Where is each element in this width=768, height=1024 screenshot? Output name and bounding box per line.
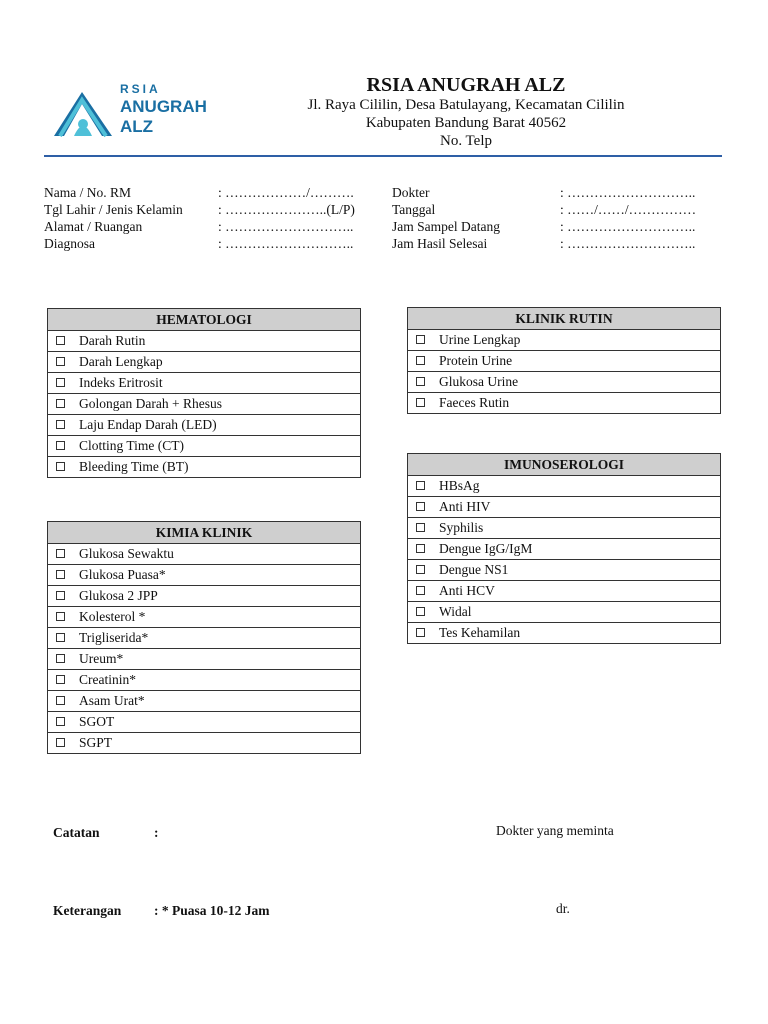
test-label: Ureum*: [79, 651, 124, 666]
checkbox-icon[interactable]: [56, 717, 65, 726]
field-label: Jam Sampel Datang: [392, 219, 500, 234]
keterangan-label: Keterangan: [53, 903, 122, 918]
dokter-yang-meminta-label: Dokter yang meminta: [496, 823, 614, 838]
field-value[interactable]: : ………………………..: [560, 219, 696, 234]
patient-info-right-labels: [392, 184, 500, 252]
table-row[interactable]: [408, 581, 721, 602]
logo-text-rsia: RSIA: [120, 82, 161, 96]
checkbox-icon[interactable]: [416, 523, 425, 532]
table-title: KLINIK RUTIN: [408, 308, 721, 330]
checkbox-icon[interactable]: [56, 696, 65, 705]
table-title: HEMATOLOGI: [48, 309, 361, 331]
field-label: Nama / No. RM: [44, 185, 131, 200]
checkbox-icon[interactable]: [56, 378, 65, 387]
field-label: Tgl Lahir / Jenis Kelamin: [44, 202, 183, 217]
header-divider: [44, 155, 722, 157]
checkbox-icon[interactable]: [416, 377, 425, 386]
field-value[interactable]: : ………………/……….: [218, 185, 354, 200]
test-label: Anti HCV: [439, 583, 495, 598]
table-row[interactable]: [48, 628, 361, 649]
test-label: Clotting Time (CT): [79, 438, 185, 453]
table-row[interactable]: [48, 670, 361, 691]
test-label: Glukosa Puasa*: [79, 567, 166, 582]
table-row[interactable]: [48, 436, 361, 457]
table-row[interactable]: [48, 733, 361, 754]
checkbox-icon[interactable]: [56, 462, 65, 471]
catatan-label: Catatan: [53, 825, 100, 840]
test-label: Anti HIV: [439, 499, 491, 514]
checkbox-icon[interactable]: [416, 544, 425, 553]
checkbox-icon[interactable]: [56, 633, 65, 642]
checkbox-icon[interactable]: [56, 570, 65, 579]
table-row[interactable]: [408, 518, 721, 539]
dr-signature-label: dr.: [556, 901, 570, 916]
table-title: IMUNOSEROLOGI: [408, 454, 721, 476]
test-label: Widal: [439, 604, 472, 619]
table-row[interactable]: [48, 373, 361, 394]
checkbox-icon[interactable]: [416, 502, 425, 511]
test-label: HBsAg: [439, 478, 480, 493]
patient-info-left-values: [218, 184, 355, 252]
field-value[interactable]: : ………………………..: [218, 219, 354, 234]
test-label: Darah Lengkap: [79, 354, 163, 369]
field-value[interactable]: : ………………………..: [560, 185, 696, 200]
table-row[interactable]: [408, 330, 721, 351]
checkbox-icon[interactable]: [56, 612, 65, 621]
table-row[interactable]: [48, 712, 361, 733]
table-row[interactable]: [408, 393, 721, 414]
test-label: Dengue NS1: [439, 562, 509, 577]
checkbox-icon[interactable]: [56, 336, 65, 345]
hospital-address-2: Kabupaten Bandung Barat 40562: [365, 115, 567, 131]
table-row[interactable]: [48, 691, 361, 712]
test-label: Glukosa 2 JPP: [79, 588, 158, 603]
checkbox-icon[interactable]: [416, 356, 425, 365]
patient-info-left-labels: [44, 184, 183, 252]
field-value[interactable]: : …………………..(L/P): [218, 202, 355, 217]
test-label: Urine Lengkap: [439, 332, 521, 347]
checkbox-icon[interactable]: [416, 335, 425, 344]
checkbox-icon[interactable]: [56, 441, 65, 450]
test-label: Protein Urine: [439, 353, 513, 368]
table-row[interactable]: [48, 394, 361, 415]
test-label: Faeces Rutin: [439, 395, 510, 410]
test-label: Syphilis: [439, 520, 484, 535]
table-row[interactable]: [48, 607, 361, 628]
checkbox-icon[interactable]: [56, 357, 65, 366]
table-imunoserologi: [407, 453, 721, 644]
test-label: Glukosa Urine: [439, 374, 519, 389]
hospital-address-1: Jl. Raya Cililin, Desa Batulayang, Kecamatan Cililin: [307, 97, 625, 113]
table-row[interactable]: [48, 331, 361, 352]
test-label: Asam Urat*: [79, 693, 145, 708]
test-label: SGOT: [79, 714, 115, 729]
logo-house-icon: [52, 86, 114, 140]
table-row[interactable]: [408, 602, 721, 623]
table-row[interactable]: [408, 539, 721, 560]
table-row[interactable]: [408, 351, 721, 372]
logo-text-alz: ALZ: [120, 117, 154, 136]
checkbox-icon[interactable]: [56, 591, 65, 600]
table-row[interactable]: [48, 586, 361, 607]
checkbox-icon[interactable]: [416, 607, 425, 616]
checkbox-icon[interactable]: [56, 399, 65, 408]
checkbox-icon[interactable]: [416, 586, 425, 595]
table-kimia-klinik: [47, 521, 361, 754]
table-row[interactable]: [408, 497, 721, 518]
test-label: Glukosa Sewaktu: [79, 546, 174, 561]
catatan-colon: :: [154, 825, 159, 840]
hospital-logo: [52, 82, 212, 142]
table-row[interactable]: [48, 352, 361, 373]
table-row[interactable]: [408, 560, 721, 581]
table-row[interactable]: [48, 649, 361, 670]
checkbox-icon[interactable]: [56, 420, 65, 429]
table-klinik-rutin: [407, 307, 721, 414]
keterangan-value: : * Puasa 10-12 Jam: [154, 903, 270, 918]
field-label: Alamat / Ruangan: [44, 219, 143, 234]
checkbox-icon[interactable]: [416, 398, 425, 407]
field-value[interactable]: : ………………………..: [560, 236, 696, 251]
table-row[interactable]: [48, 457, 361, 478]
test-label: Bleeding Time (BT): [79, 459, 189, 474]
table-title: KIMIA KLINIK: [48, 522, 361, 544]
test-label: Darah Rutin: [79, 333, 146, 348]
test-label: Tes Kehamilan: [439, 625, 521, 640]
table-row[interactable]: [48, 415, 361, 436]
field-value[interactable]: : ………………………..: [218, 236, 354, 251]
table-row[interactable]: [48, 565, 361, 586]
field-label: Jam Hasil Selesai: [392, 236, 488, 251]
test-label: Creatinin*: [79, 672, 136, 687]
patient-info-right-values: [560, 184, 696, 252]
test-label: Golongan Darah + Rhesus: [79, 396, 222, 411]
table-row[interactable]: [408, 372, 721, 393]
checkbox-icon[interactable]: [56, 654, 65, 663]
checkbox-icon[interactable]: [416, 481, 425, 490]
field-label: Diagnosa: [44, 236, 95, 251]
test-label: Dengue IgG/IgM: [439, 541, 533, 556]
checkbox-icon[interactable]: [56, 549, 65, 558]
table-row[interactable]: [408, 476, 721, 497]
checkbox-icon[interactable]: [416, 628, 425, 637]
field-value[interactable]: : ……/……/……………: [560, 202, 697, 217]
field-label: Dokter: [392, 185, 430, 200]
test-label: Laju Endap Darah (LED): [79, 417, 217, 432]
table-row[interactable]: [408, 623, 721, 644]
checkbox-icon[interactable]: [56, 738, 65, 747]
hospital-name: RSIA ANUGRAH ALZ: [366, 74, 566, 96]
test-label: Indeks Eritrosit: [79, 375, 163, 390]
logo-text-anugrah: ANUGRAH: [120, 97, 207, 116]
table-hematologi: [47, 308, 361, 478]
test-label: Trigliserida*: [79, 630, 149, 645]
hospital-phone: No. Telp: [439, 133, 492, 149]
table-row[interactable]: [48, 544, 361, 565]
test-label: Kolesterol *: [79, 609, 146, 624]
checkbox-icon[interactable]: [416, 565, 425, 574]
field-label: Tanggal: [392, 202, 436, 217]
checkbox-icon[interactable]: [56, 675, 65, 684]
test-label: SGPT: [79, 735, 113, 750]
